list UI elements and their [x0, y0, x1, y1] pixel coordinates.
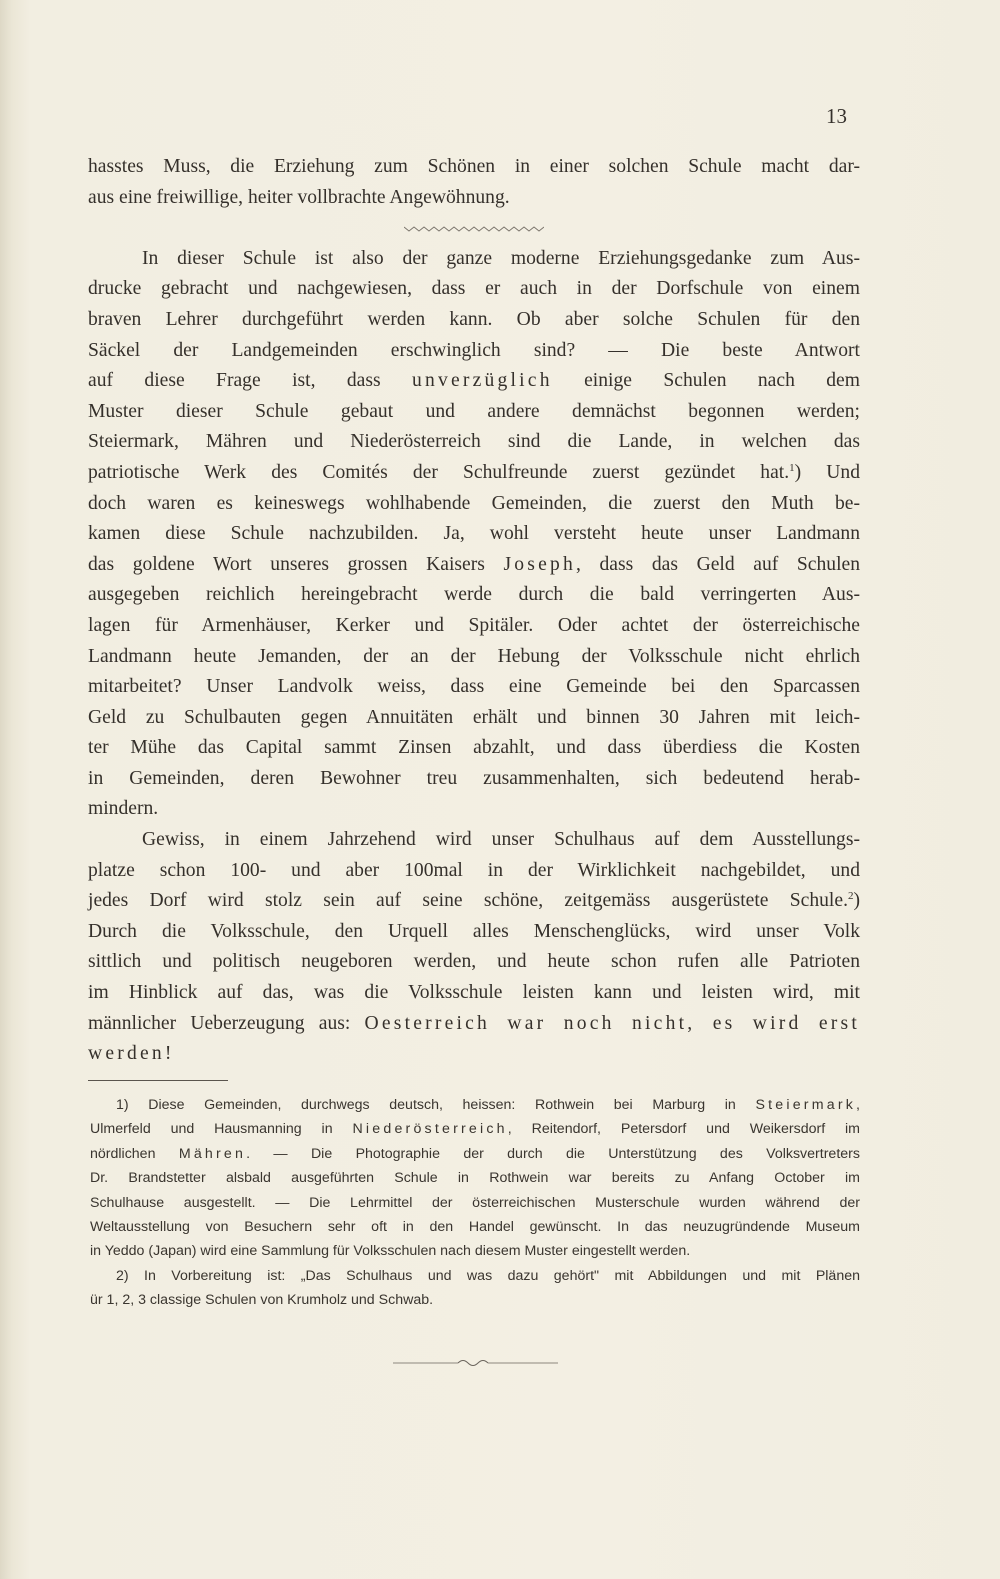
text-line: im Hinblick auf das, was die Volksschule leisten kann und leisten wird, mit [88, 982, 860, 1004]
text-line: lagen für Armenhäuser, Kerker und Spitäler. Oder achtet der österreichische [88, 614, 860, 636]
text-line: mitarbeitet? Unser Landvolk weiss, dass eine Gemeinde bei den Sparcassen [88, 676, 860, 698]
footnote-line: ür 1, 2, 3 classige Schulen von Krumholz und Schwab. [90, 1292, 434, 1309]
page-number: 13 [826, 104, 847, 128]
text-line: Säckel der Landgemeinden erschwinglich sind? — Die beste Antwort [88, 339, 860, 361]
text-line: das goldene Wort unseres grossen Kaisers Joseph, dass das Geld auf Schulen [88, 553, 861, 575]
text-line: Landmann heute Jemanden, der an der Hebung der Volksschule nicht ehrlich [88, 645, 860, 667]
text-line: Geld zu Schulbauten gegen Annuitäten erhält und binnen 30 Jahren mit leich- [88, 706, 860, 728]
text-line: auf diese Frage ist, dass unverzüglich einige Schulen nach dem [88, 370, 860, 392]
text-line: hasstes Muss, die Erziehung zum Schönen in einer solchen Schule macht dar- [88, 156, 860, 177]
end-ornament [393, 1356, 558, 1374]
text-line: patriotische Werk des Comités der Schulfreunde zuerst gezündet hat.$^1$) Und [88, 461, 860, 483]
main-text [88, 152, 860, 1070]
text-line: Muster dieser Schule gebaut und andere demnächst begonnen werden; [88, 400, 860, 422]
footnote-line: 2) In Vorbereitung ist: „Das Schulhaus und was dazu gehört" mit Abbildungen und mit Plänen [116, 1267, 860, 1284]
text-line: in Gemeinden, deren Bewohner treu zusammenhalten, sich bedeutend herab- [88, 767, 860, 789]
text-line: jedes Dorf wird stolz sein auf seine schöne, zeitgemäss ausgerüstete Schule.$^2$) [88, 890, 860, 912]
text-line: platze schon 100- und aber 100mal in der Wirklichkeit nachgebildet, und [88, 859, 860, 881]
text-line: braven Lehrer durchgeführt werden kann. Ob aber solche Schulen für den [88, 308, 860, 330]
footnote-line: Weltausstellung von Besuchern sehr oft in den Handel gewünscht. In das neuzugründende Museum [90, 1218, 860, 1235]
footnote-line: Dr. Brandstetter alsbald ausgeführten Schule in Rothwein war bereits zu Anfang October im [90, 1170, 860, 1187]
footnote-line: nördlichen Mähren. — Die Photographie der durch die Unterstützung des Volksvertreters [90, 1145, 860, 1162]
footnote-line: Schulhause ausgestellt. — Die Lehrmittel der österreichischen Musterschule wurden während der [90, 1194, 860, 1211]
text-line: mindern. [88, 798, 159, 820]
text-line: ter Mühe das Capital sammt Zinsen abzahlt, und dass überdiess die Kosten [88, 737, 860, 759]
footnote-rule [88, 1080, 228, 1081]
text-line: Steiermark, Mähren und Niederösterreich sind die Lande, in welchen das [88, 431, 860, 453]
footnote-line: 1) Diese Gemeinden, durchwegs deutsch, heissen: Rothwein bei Marburg in Steiermark, [116, 1097, 860, 1113]
footnote-line: in Yeddo (Japan) wird eine Sammlung für Volksschulen nach diesem Muster eingestellt werden. [90, 1243, 691, 1260]
text-line: werden! [88, 1043, 175, 1065]
text-line: Durch die Volksschule, den Urquell alles Menschenglücks, wird unser Volk [88, 920, 860, 942]
footnotes [90, 1093, 860, 1313]
text-line: kamen diese Schule nachzubilden. Ja, wohl versteht heute unser Landmann [88, 523, 860, 545]
wave-ornament [88, 213, 860, 244]
footnote-line: Ulmerfeld und Hausmanning in Niederösterreich, Reitendorf, Petersdorf und Weikersdorf im [90, 1121, 860, 1138]
text-line: sittlich und politisch neugeboren werden, und heute schon rufen alle Patrioten [88, 951, 860, 973]
text-line: doch waren es keineswegs wohlhabende Gemeinden, die zuerst den Muth be- [88, 492, 860, 514]
text-line: ausgegeben reichlich hereingebracht werde durch die bald verringerten Aus- [88, 584, 860, 606]
text-line: In dieser Schule ist also der ganze moderne Erziehungsgedanke zum Aus- [142, 247, 860, 269]
text-line: aus eine freiwillige, heiter vollbrachte Angewöhnung. [88, 186, 510, 208]
text-line: drucke gebracht und nachgewiesen, dass er auch in der Dorfschule von einem [88, 278, 860, 300]
text-line: männlicher Ueberzeugung aus: Oesterreich war noch nicht, es wird erst [88, 1012, 861, 1034]
text-line: Gewiss, in einem Jahrzehend wird unser Schulhaus auf dem Ausstellungs- [142, 829, 860, 851]
